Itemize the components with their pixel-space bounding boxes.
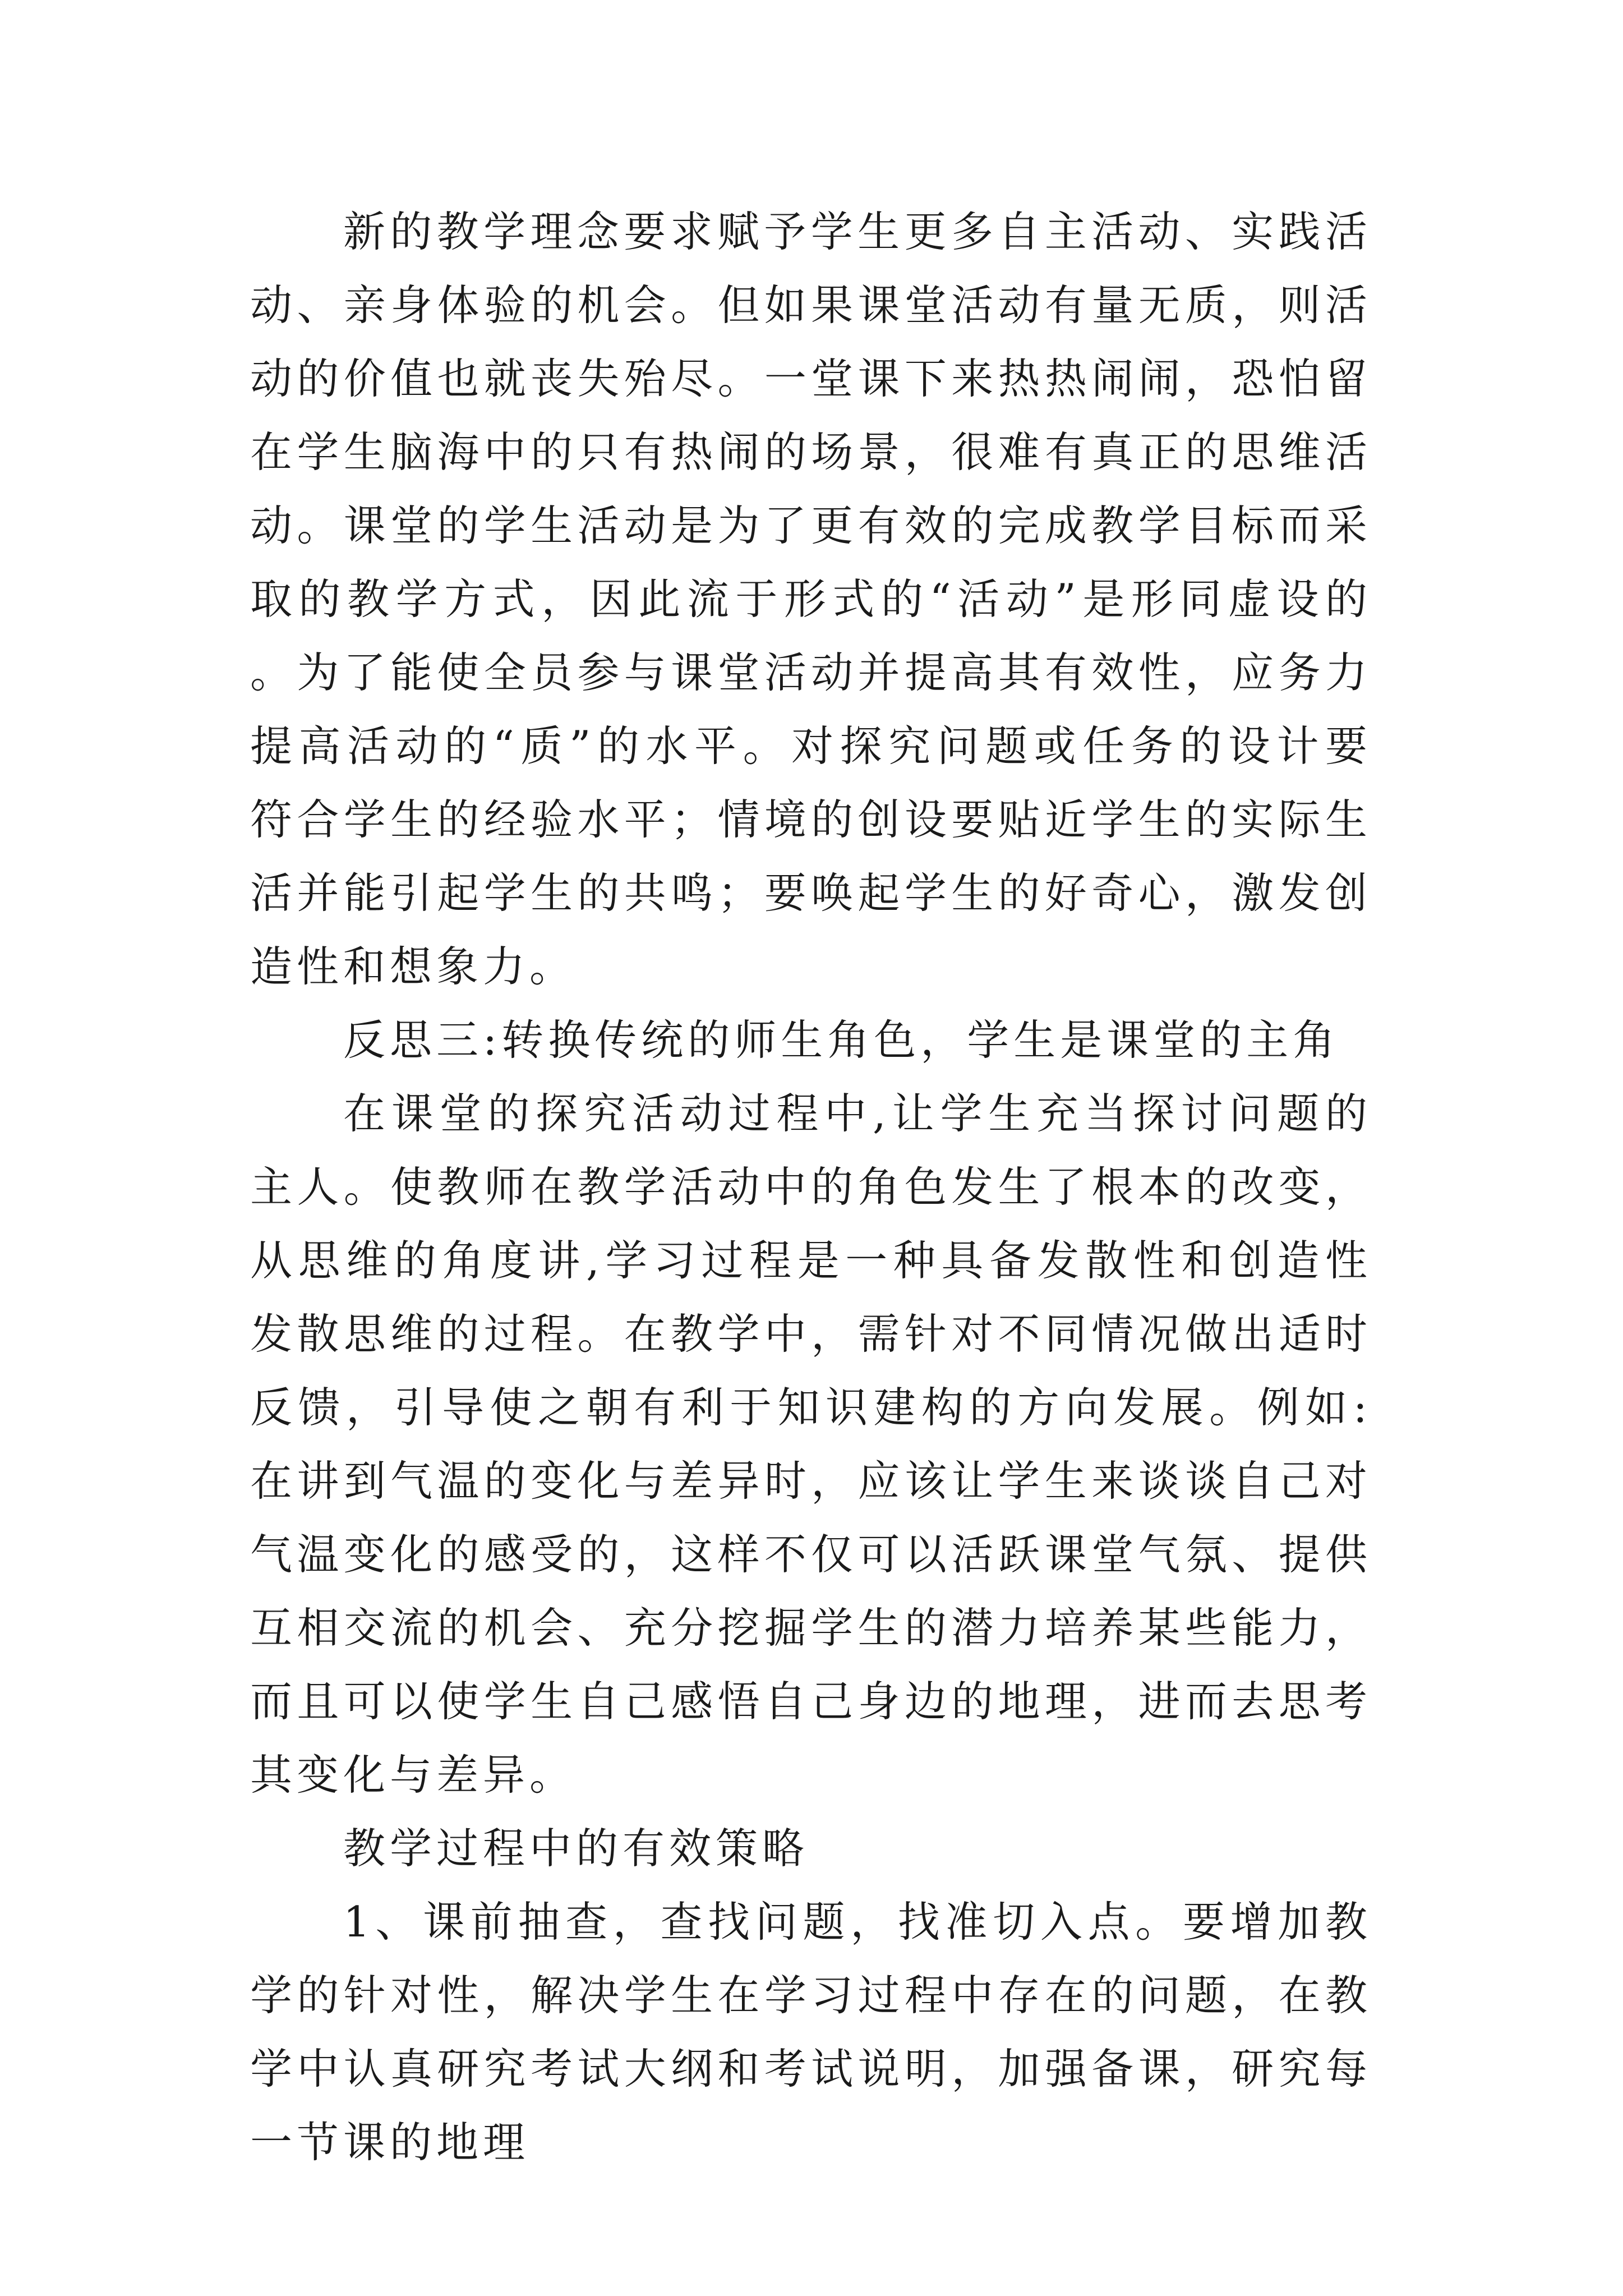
document-body [250,195,1372,2179]
section-heading-reflection-three: 反思三:转换传统的师生角色，学生是课堂的主角 [343,1015,1340,1065]
paragraph-strategy-one: 1、课前抽查，查找问题，找准切入点。要增加教学的针对性，解决学生在学习过程中存在的问题，在教学中认真研究考试大纲和考试说明，加强备课，研究每一节课的地理 [250,1897,1372,2167]
paragraph-activity-quality: 新的教学理念要求赋予学生更多自主活动、实践活动、亲身体验的机会。但如果课堂活动有量无质，则活动的价值也就丧失殆尽。一堂课下来热热闹闹，恐怕留在学生脑海中的只有热闹的场景，很难有真正的思维活动。课堂的学生活动是为了更有效的完成教学目标而采取的教学方式，因此流于形式的“活动”是形同虚设的。为了能使全员参与课堂活动并提高其有效性，应务力提高活动的“质”的水平。对探究问题或任务的设计要符合学生的经验水平；情境的创设要贴近学生的实际生活并能引起学生的共鸣；要唤起学生的好奇心，激发创造性和想象力。 [250,207,1372,991]
paragraph-student-role: 在课堂的探究活动过程中,让学生充当探讨问题的主人。使教师在教学活动中的角色发生了根本的改变，从思维的角度讲,学习过程是一种具备发散性和创造性发散思维的过程。在教学中，需针对不同情况做出适时反馈，引导使之朝有利于知识建构的方向发展。例如:在讲到气温的变化与差异时，应该让学生来谈谈自己对气温变化的感受的，这样不仅可以活跃课堂气氛、提供互相交流的机会、充分挖掘学生的潜力培养某些能力，而且可以使学生自己感悟自己身边的地理，进而去思考其变化与差异。 [250,1089,1372,1800]
section-heading-effective-strategies: 教学过程中的有效策略 [343,1824,809,1873]
